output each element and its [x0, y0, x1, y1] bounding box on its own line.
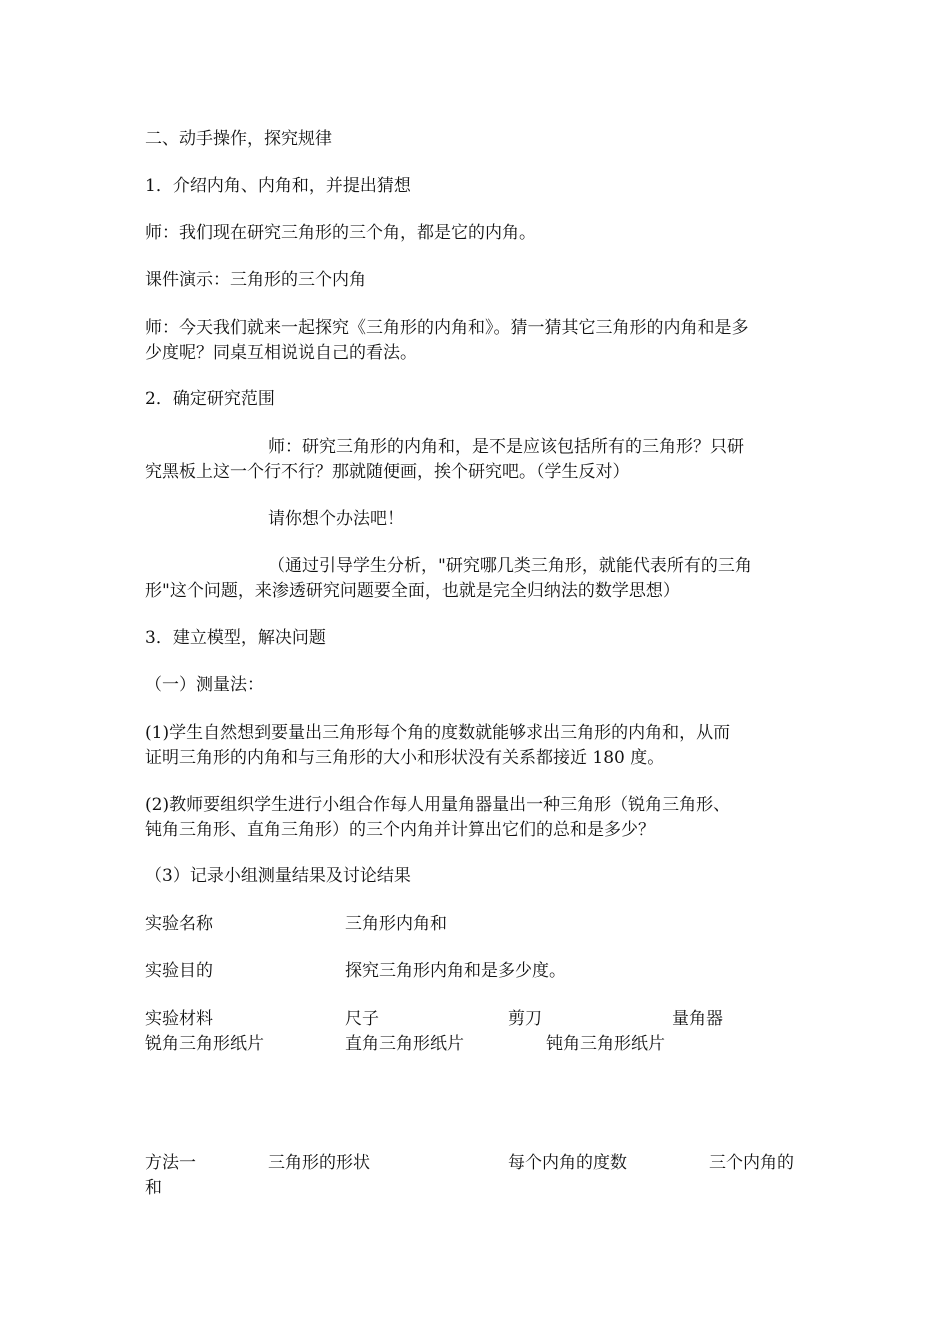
- para3-line: （3）记录小组测量结果及讨论结果: [145, 866, 411, 886]
- teacher-line-3b: 究黑板上这一个行不行？那就随便画，挨个研究吧。（学生反对）: [145, 462, 630, 482]
- item2-heading: 2．确定研究范围: [145, 389, 275, 409]
- teacher-line-3a: 师：研究三角形的内角和，是不是应该包括所有的三角形？只研: [268, 437, 744, 457]
- teacher-line-2b: 少度呢？同桌互相说说自己的看法。: [145, 343, 417, 363]
- material-right-paper: 直角三角形纸片: [345, 1034, 464, 1054]
- material-ruler: 尺子: [345, 1009, 379, 1029]
- experiment-name-label: 实验名称: [145, 914, 213, 934]
- item1-heading: 1．介绍内角、内角和，并提出猜想: [145, 176, 411, 196]
- note-line-a: （通过引导学生分析，"研究哪几类三角形，就能代表所有的三角: [268, 556, 752, 576]
- material-acute-paper: 锐角三角形纸片: [145, 1034, 264, 1054]
- note-line-b: 形"这个问题，来渗透研究问题要全面，也就是完全归纳法的数学思想）: [145, 581, 680, 601]
- para1-line-a: (1)学生自然想到要量出三角形每个角的度数就能够求出三角形的内角和，从而: [145, 723, 731, 743]
- col-angle-sum-a: 三个内角的: [709, 1153, 794, 1173]
- demo-line: 课件演示：三角形的三个内角: [145, 270, 366, 290]
- section-title: 二、动手操作，探究规律: [145, 129, 332, 149]
- col-triangle-shape: 三角形的形状: [268, 1153, 370, 1173]
- teacher-line-1: 师：我们现在研究三角形的三个角，都是它的内角。: [145, 223, 536, 243]
- experiment-purpose-label: 实验目的: [145, 961, 213, 981]
- experiment-materials-label: 实验材料: [145, 1009, 213, 1029]
- material-scissors: 剪刀: [508, 1009, 542, 1029]
- teacher-line-2a: 师：今天我们就来一起探究《三角形的内角和》。猜一猜其它三角形的内角和是多: [145, 318, 749, 338]
- item3-heading: 3．建立模型，解决问题: [145, 628, 326, 648]
- experiment-name-value: 三角形内角和: [345, 914, 447, 934]
- para2-line-b: 钝角三角形、直角三角形）的三个内角并计算出它们的总和是多少？: [145, 820, 655, 840]
- experiment-purpose-value: 探究三角形内角和是多少度。: [345, 961, 566, 981]
- ask-line: 请你想个办法吧！: [268, 509, 404, 529]
- para2-line-a: (2)教师要组织学生进行小组合作每人用量角器量出一种三角形（锐角三角形、: [145, 795, 731, 815]
- col-angle-degrees: 每个内角的度数: [508, 1153, 627, 1173]
- method-label: 方法一: [145, 1153, 196, 1173]
- para1-line-b: 证明三角形的内角和与三角形的大小和形状没有关系都接近 180 度。: [145, 748, 665, 768]
- material-obtuse-paper: 钝角三角形纸片: [546, 1034, 665, 1054]
- material-protractor: 量角器: [672, 1009, 723, 1029]
- method1-heading: （一）测量法：: [145, 675, 264, 695]
- col-angle-sum-b: 和: [145, 1178, 162, 1198]
